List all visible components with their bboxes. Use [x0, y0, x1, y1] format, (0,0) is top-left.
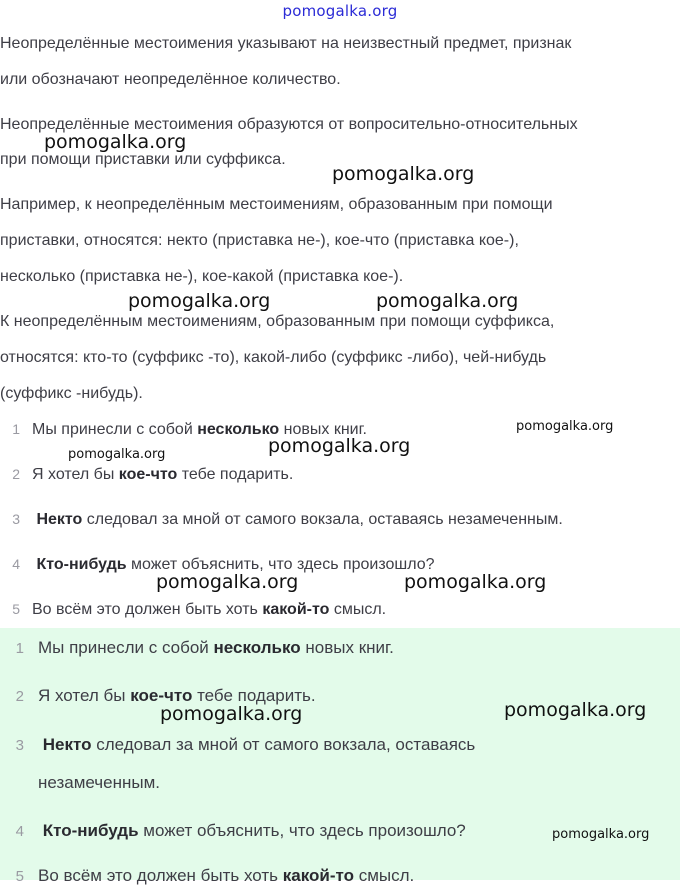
list-item-number: 3 [12, 511, 20, 527]
watermark: pomogalka.org [504, 699, 647, 721]
site-link[interactable]: pomogalka.org [282, 2, 398, 20]
watermark: pomogalka.org [516, 419, 614, 434]
answer-list-item [0, 638, 680, 658]
answer-list-item-text: Мы принесли с собой несколько новых книг. [38, 638, 394, 657]
answer-list-item [0, 866, 680, 886]
watermark: pomogalka.org [552, 827, 650, 842]
answer-list-item-number: 1 [15, 640, 24, 657]
paragraph-4-line-1: К неопределённым местоимениям, образованным при помощи суффикса, [0, 313, 555, 330]
answer-list-item-text: Кто-нибудь может объяснить, что здесь произошло? [42, 821, 466, 840]
paragraph-2-line-2: при помощи приставки или суффикса. [0, 151, 286, 168]
paragraph-4-line-2: относятся: кто-то (суффикс -то), какой-либо (суффикс -либо), чей-нибудь [0, 349, 547, 366]
paragraph-2-line-1: Неопределённые местоимения образуются от вопросительно-относительных [0, 116, 578, 133]
answer-list-item-text: Я хотел бы кое-что тебе подарить. [38, 686, 316, 705]
list-item-number: 4 [12, 556, 20, 572]
paragraph-1-line-2: или обозначают неопределённое количество. [0, 71, 341, 88]
list-item-number: 1 [12, 421, 20, 437]
watermark: pomogalka.org [44, 131, 187, 153]
watermark: pomogalka.org [128, 290, 271, 312]
list-item [0, 466, 680, 484]
list-item-text: Мы принесли с собой несколько новых книг. [32, 421, 367, 438]
list-item [0, 556, 680, 574]
paragraph-3-line-3: несколько (приставка не-), кое-какой (приставка кое-). [0, 268, 404, 285]
list-item-text: Кто-нибудь может объяснить, что здесь произошло? [36, 556, 435, 573]
watermark: pomogalka.org [156, 571, 299, 593]
answer-list-item-number: 5 [15, 868, 24, 885]
watermark: pomogalka.org [160, 703, 303, 725]
paragraph-3-line-2: приставки, относятся: некто (приставка не-), кое-что (приставка кое-), [0, 232, 519, 249]
answer-list-item-number: 4 [15, 823, 24, 840]
answer-list-item-text: Некто следовал за мной от самого вокзала, оставаясь [42, 735, 476, 754]
answer-list-item-number: 3 [15, 737, 24, 754]
list-item-text: Некто следовал за мной от самого вокзала, оставаясь незамеченным. [36, 511, 563, 528]
paragraph-1-line-1: Неопределённые местоимения указывают на неизвестный предмет, признак [0, 35, 572, 52]
watermark: pomogalka.org [332, 163, 475, 185]
paragraph-3-line-1: Например, к неопределённым местоимениям, образованным при помощи [0, 196, 553, 213]
watermark: pomogalka.org [268, 435, 411, 457]
watermark: pomogalka.org [404, 571, 547, 593]
answer-list-item [0, 735, 680, 755]
list-item-number: 2 [12, 466, 20, 482]
list-item [0, 601, 680, 619]
list-item [0, 511, 680, 529]
watermark: pomogalka.org [68, 447, 166, 462]
list-item-text: Я хотел бы кое-что тебе подарить. [32, 466, 294, 483]
answer-list-item-continuation: незамеченным. [38, 773, 161, 792]
list-item-text: Во всём это должен быть хоть какой-то смысл. [32, 601, 387, 618]
paragraph-4-line-3: (суффикс -нибудь). [0, 385, 143, 402]
answer-list-item-number: 2 [15, 688, 24, 705]
watermark: pomogalka.org [376, 290, 519, 312]
answer-list-item-text: Во всём это должен быть хоть какой-то смысл. [38, 866, 415, 885]
list-item-number: 5 [12, 601, 20, 617]
